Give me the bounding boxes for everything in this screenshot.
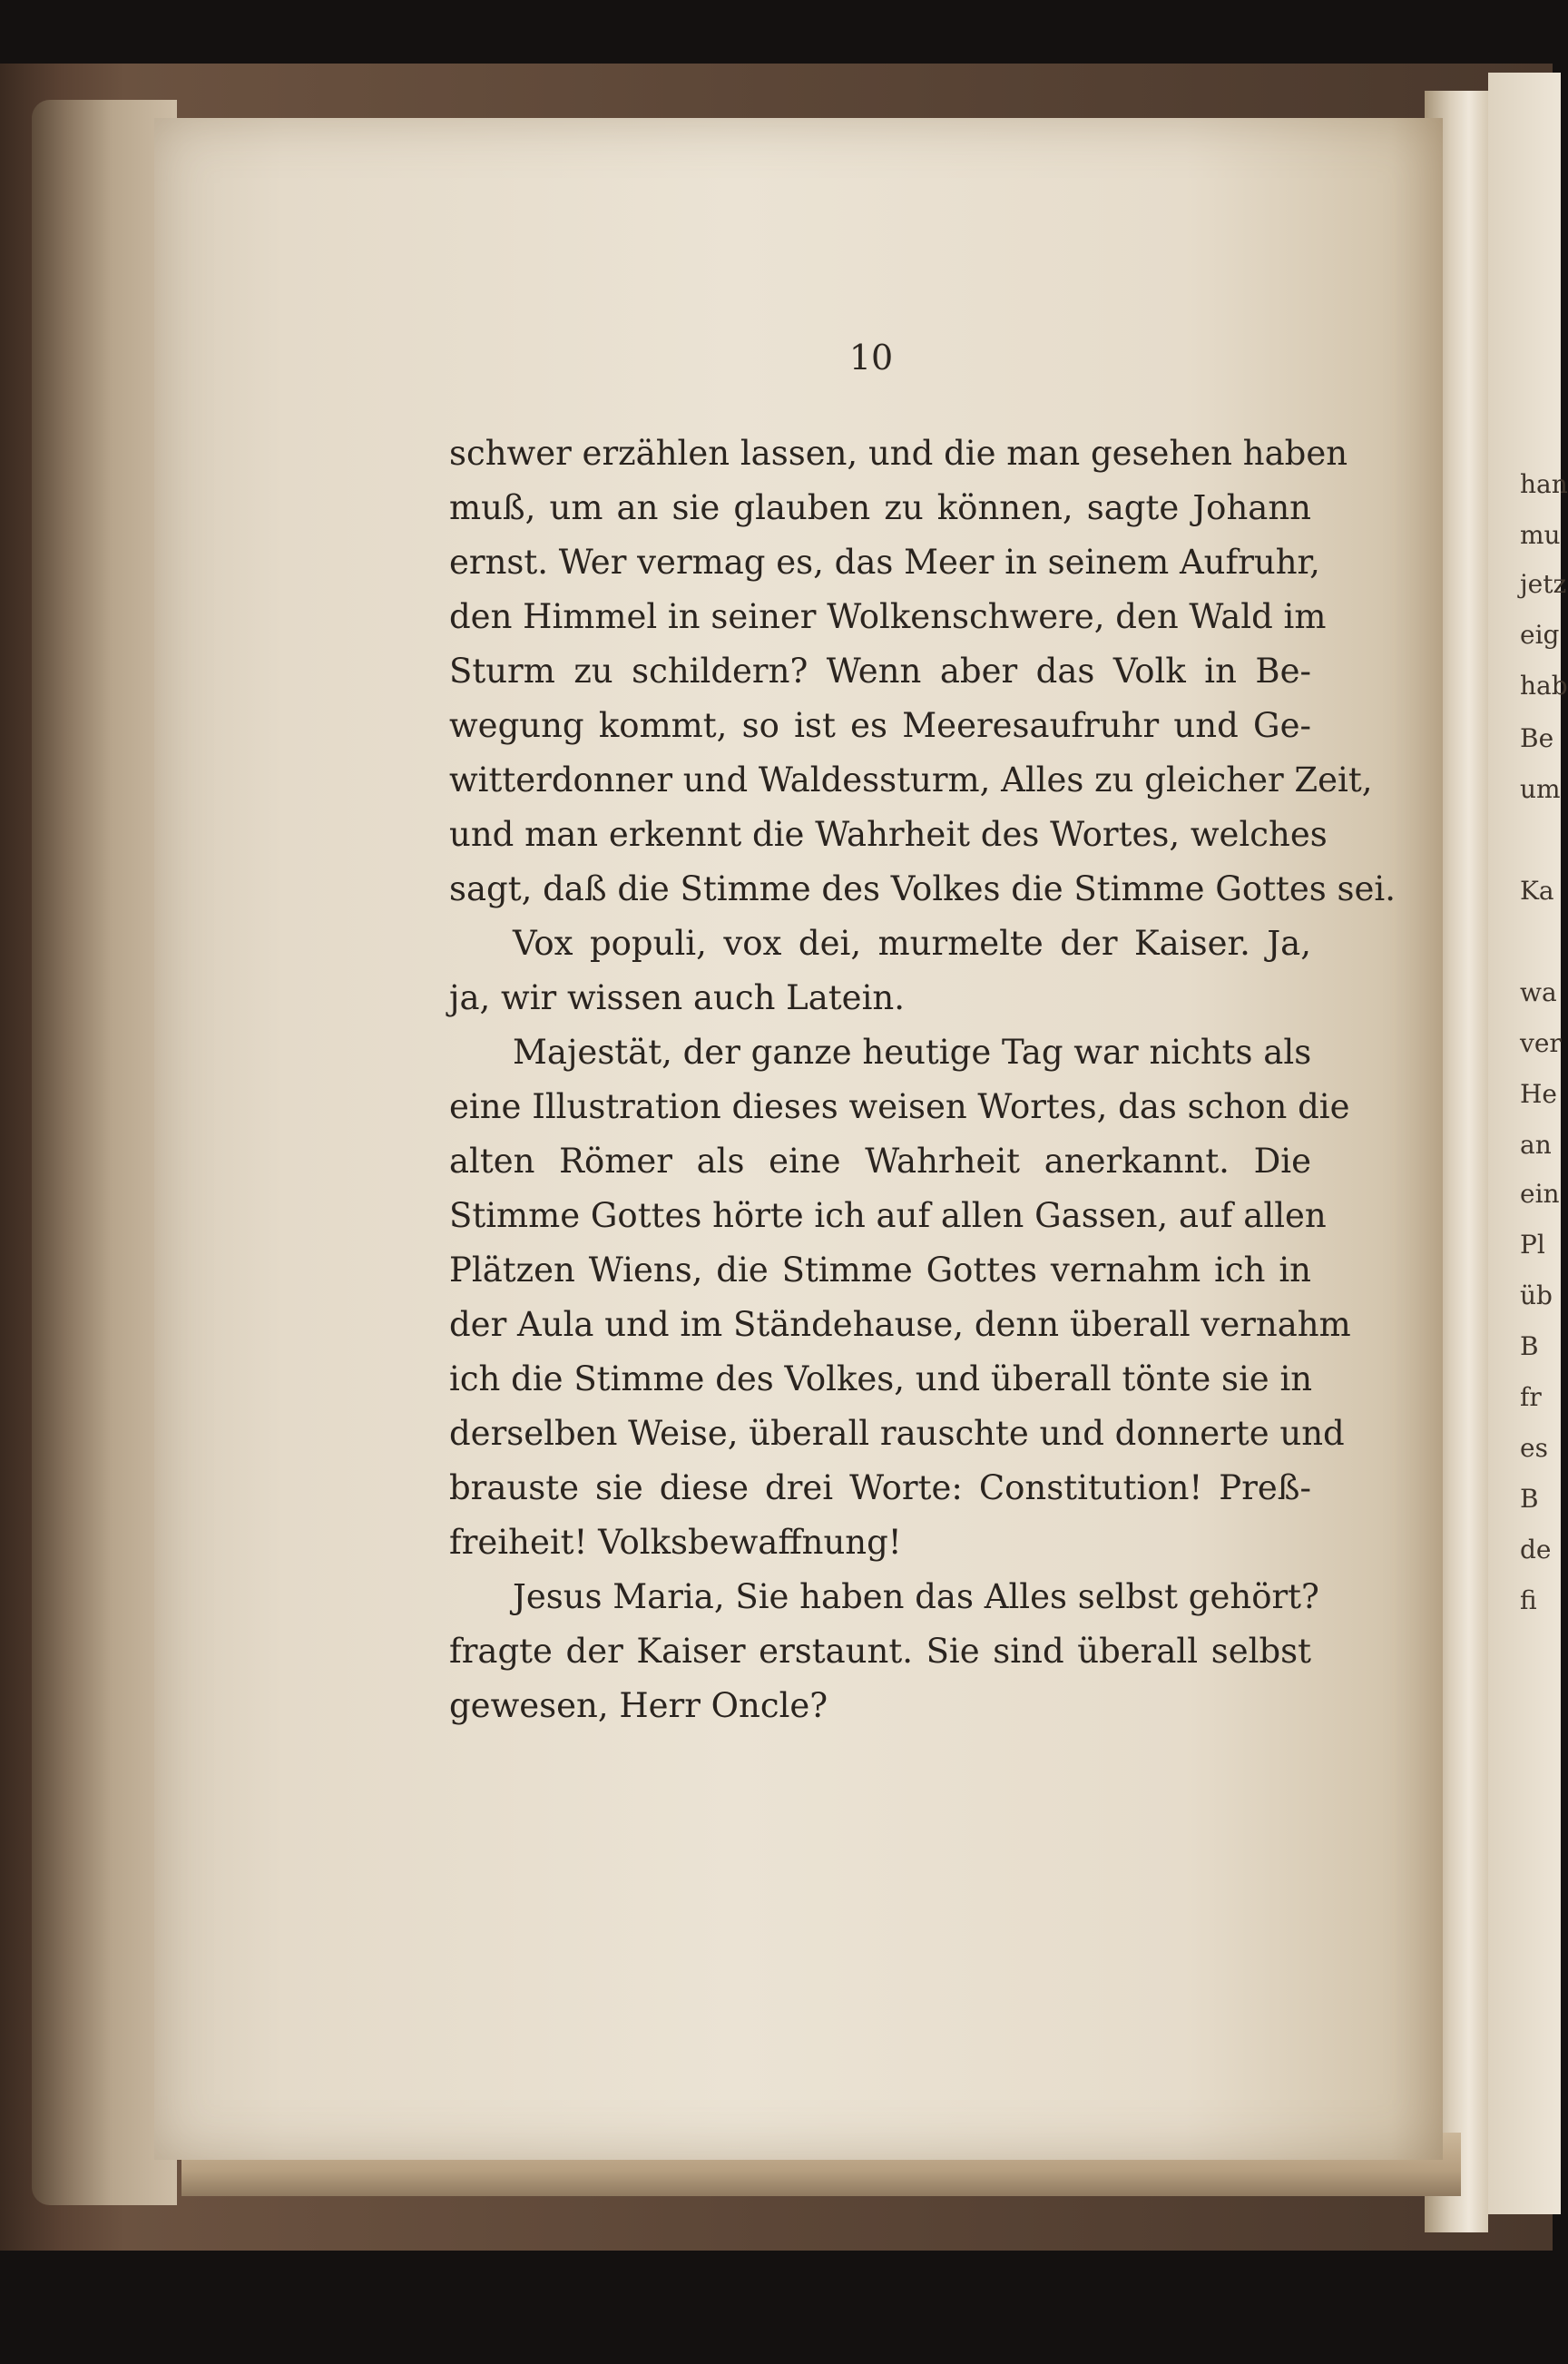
text-line: ernst. Wer vermag es, das Meer in seinem Aufruhr, [449, 543, 1320, 582]
facing-page-fragment: üb [1520, 1280, 1553, 1310]
text-line: schwer erzählen lassen, und die man gesehen haben [449, 434, 1348, 473]
facing-page-fragment: B [1520, 1484, 1539, 1514]
facing-page-fragment: fr [1520, 1382, 1542, 1412]
text-line: sagt, daß die Stimme des Volkes die Stimme Gottes sei. [449, 869, 1396, 908]
text-line: wegung kommt, so ist es Meeresaufruhr und Ge- [449, 706, 1311, 745]
text-line: und man erkennt die Wahrheit des Wortes, welches [449, 815, 1328, 854]
text-line: derselben Weise, überall rauschte und donnerte und [449, 1414, 1345, 1453]
text-line: der Aula und im Ständehause, denn überall vernahm [449, 1305, 1351, 1344]
text-line: Plätzen Wiens, die Stimme Gottes vernahm ich in [449, 1251, 1311, 1290]
facing-page-fragment: de [1520, 1535, 1552, 1565]
text-line: den Himmel in seiner Wolkenschwere, den Wald im [449, 597, 1327, 636]
text-line: ja, wir wissen auch Latein. [449, 978, 905, 1017]
facing-page-fragment: ein [1520, 1179, 1560, 1209]
facing-page-fragment: ver [1520, 1028, 1562, 1058]
facing-page-fragment: an [1520, 1130, 1552, 1160]
text-line: Sturm zu schildern? Wenn aber das Volk in Be- [449, 652, 1311, 691]
text-line: Majestät, der ganze heutige Tag war nichts als [513, 1033, 1312, 1072]
facing-page-fragment: eig [1520, 620, 1560, 650]
text-line: Vox populi, vox dei, murmelte der Kaiser. Ja, [513, 924, 1311, 963]
facing-page-fragment: hab [1520, 671, 1568, 701]
text-line: brauste sie diese drei Worte: Constitution! Preß- [449, 1468, 1311, 1507]
facing-page-fragment: Pl [1520, 1230, 1545, 1260]
text-line: eine Illustration dieses weisen Wortes, das schon die [449, 1087, 1350, 1126]
facing-page-fragment: mu [1520, 520, 1561, 550]
facing-page-fragment: es [1520, 1433, 1548, 1463]
text-line: gewesen, Herr Oncle? [449, 1686, 828, 1725]
page-number: 10 [848, 338, 894, 378]
facing-page-fragment: Be [1520, 723, 1554, 753]
text-line: Stimme Gottes hörte ich auf allen Gassen, auf allen [449, 1196, 1327, 1235]
facing-page-fragment: fi [1520, 1585, 1537, 1615]
text-line: freiheit! Volksbewaffnung! [449, 1523, 902, 1562]
text-line: muß, um an sie glauben zu können, sagte Johann [449, 488, 1311, 527]
facing-page-fragment: um [1520, 774, 1561, 804]
facing-page-fragment: B [1520, 1331, 1539, 1361]
text-line: alten Römer als eine Wahrheit anerkannt. Die [449, 1142, 1311, 1181]
facing-page-fragment: wa [1520, 977, 1557, 1007]
facing-page-fragment: han [1520, 469, 1568, 499]
facing-page-fragment: Ka [1520, 876, 1554, 906]
page-text [449, 427, 1396, 1733]
facing-page-fragment: jetz [1520, 569, 1567, 599]
facing-page-fragment: He [1520, 1079, 1557, 1109]
text-line: fragte der Kaiser erstaunt. Sie sind überall selbst [449, 1632, 1311, 1671]
text-line: witterdonner und Waldessturm, Alles zu gleicher Zeit, [449, 760, 1373, 799]
text-line: ich die Stimme des Volkes, und überall tönte sie in [449, 1359, 1313, 1398]
text-line: Jesus Maria, Sie haben das Alles selbst gehört? [513, 1577, 1319, 1616]
